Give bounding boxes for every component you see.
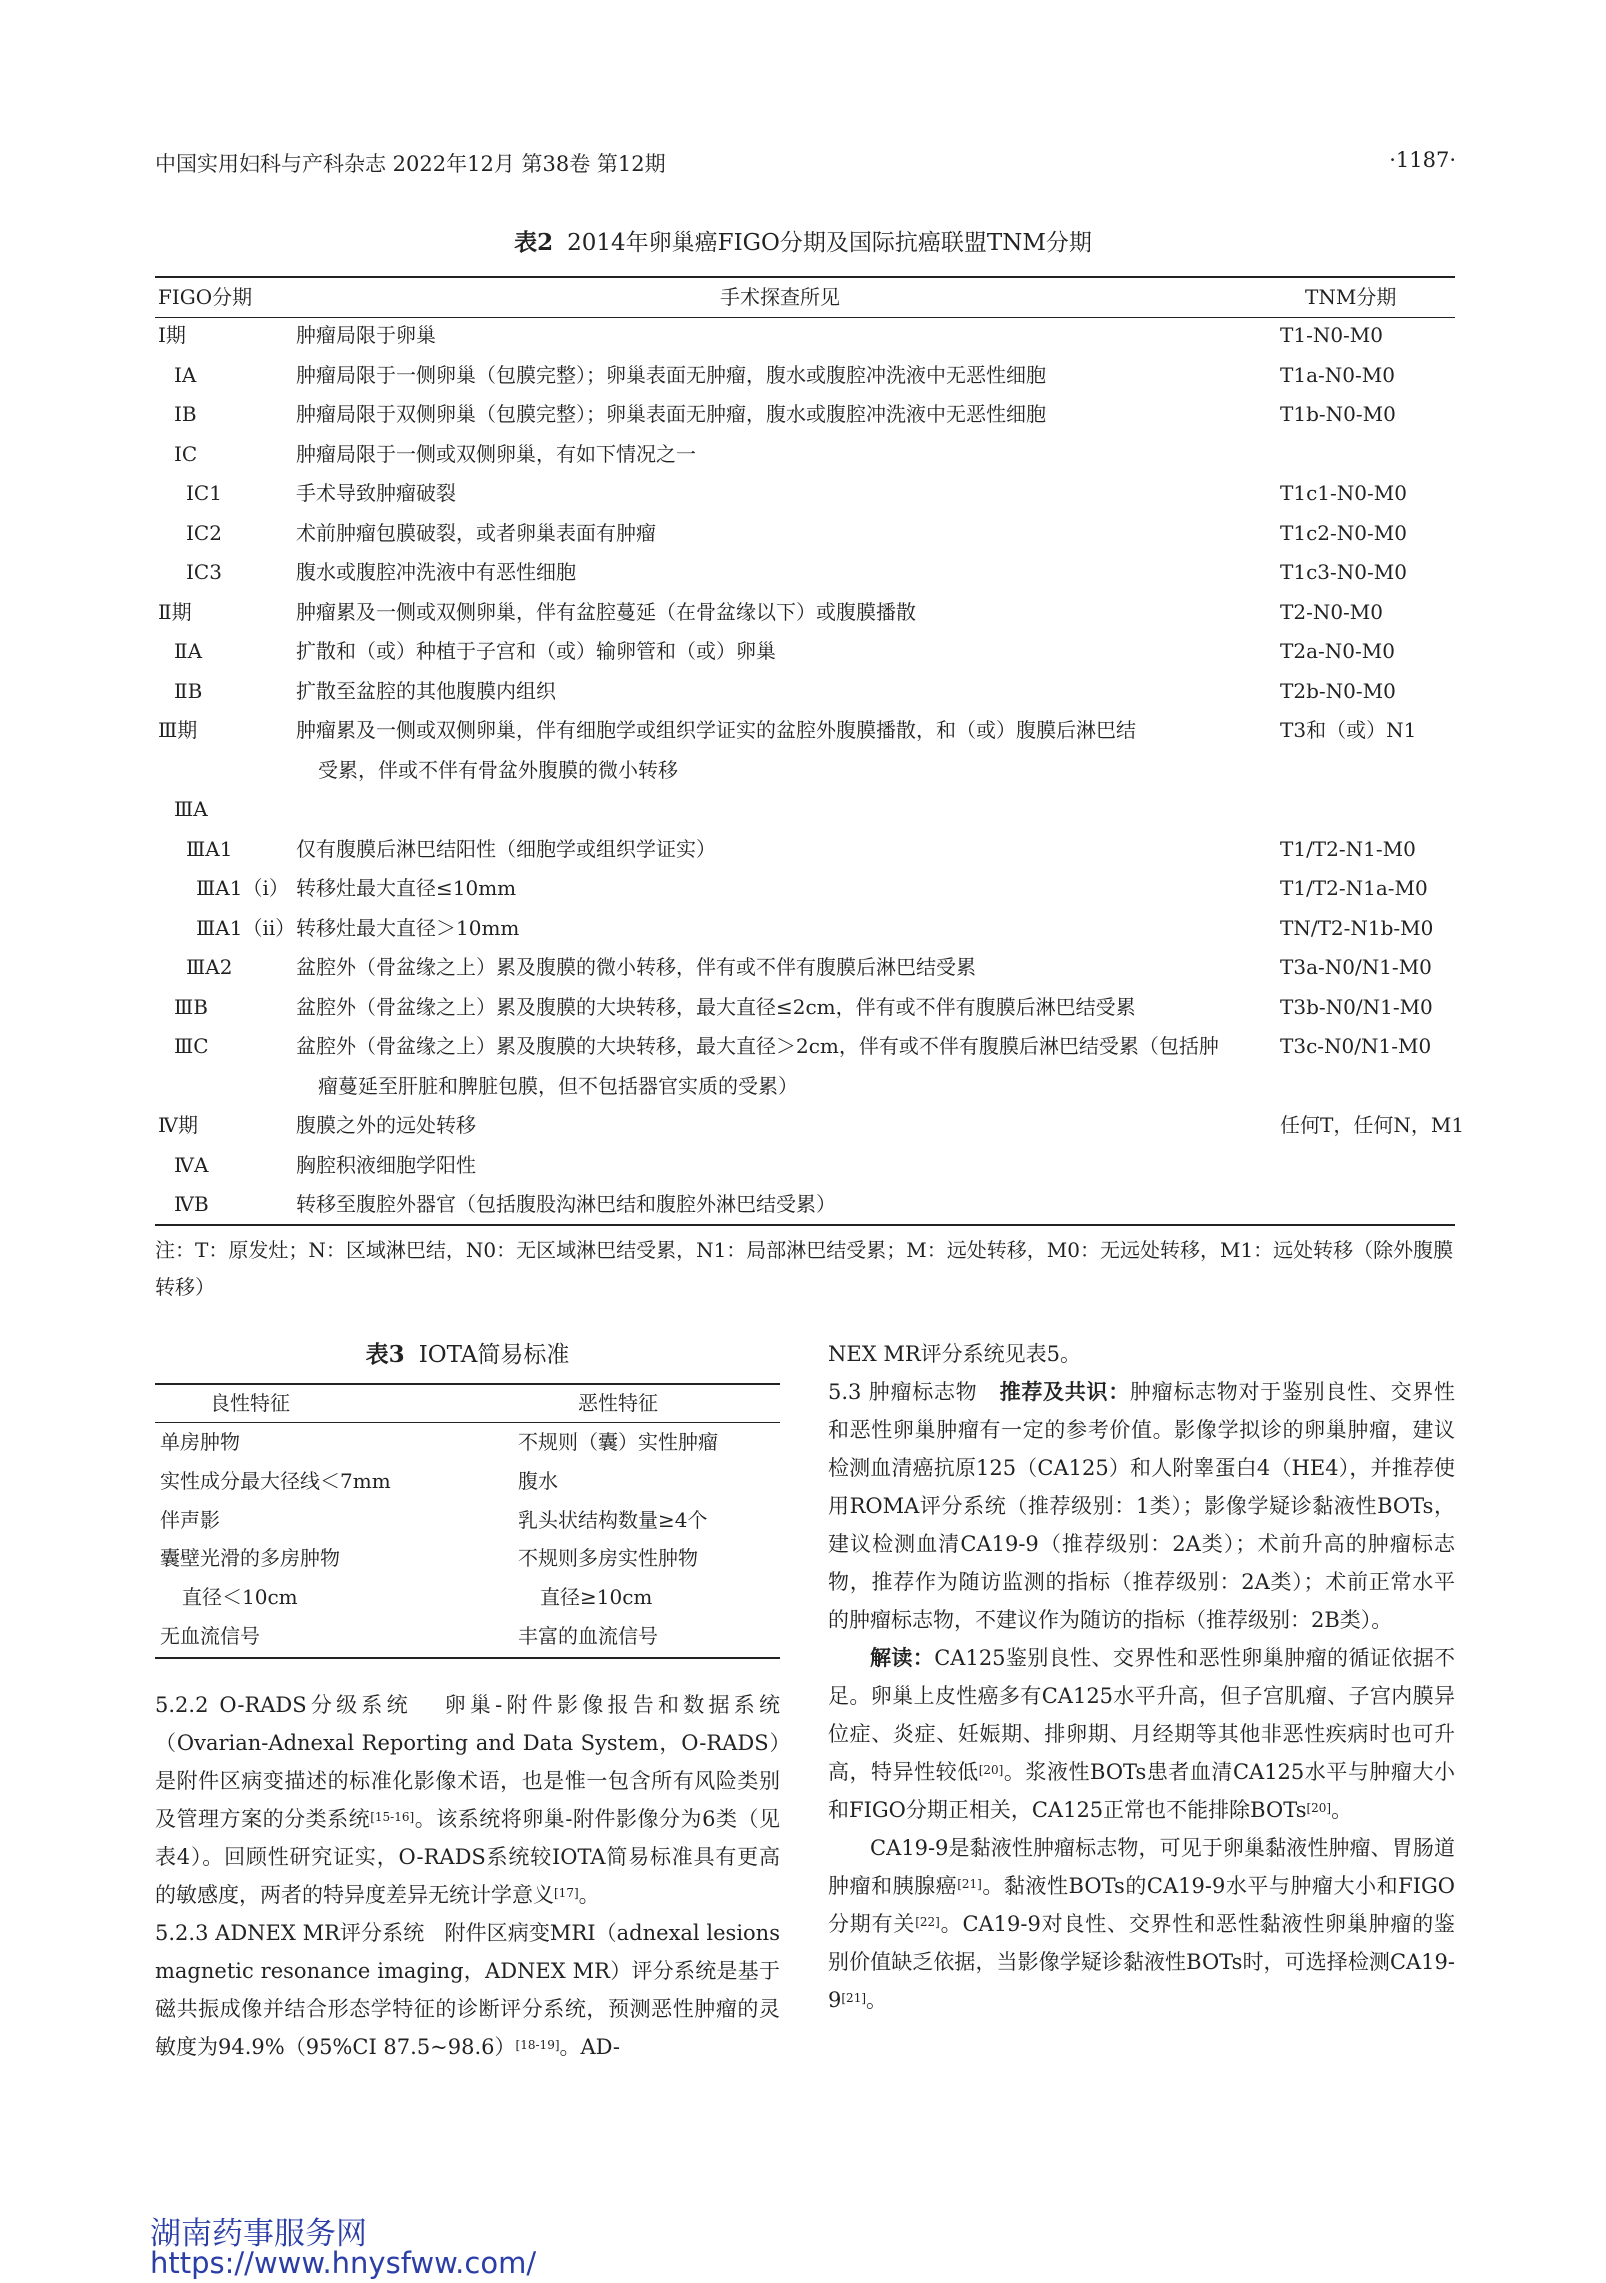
table2-stage: ⅠC [174,441,198,466]
table2-finding-continued: 受累，伴或不伴有骨盆外腹膜的微小转移 [318,757,678,782]
table3-benign: 实性成分最大径线＜7mm [160,1468,391,1493]
interpretation-text-2: 。浆液性BOTs患者血清CA125水平与肿瘤大小和FIGO分期正相关，CA125正常也不能排除BOTs [828,1760,1455,1822]
table3-benign: 单房肿物 [160,1430,240,1454]
table3-top-rule [155,1383,780,1385]
table2-finding: 肿瘤局限于一侧卵巢（包膜完整）；卵巢表面无肿瘤，腹水或腹腔冲洗液中无恶性细胞 [296,362,1046,387]
table2-tnm: T3b-N0/N1-M0 [1280,994,1433,1019]
table2-tnm: T1c1-N0-M0 [1280,481,1407,505]
table2-stage: ⅢC [174,1034,209,1058]
table2-finding: 手术导致肿瘤破裂 [296,481,456,505]
table2-tnm: T3c-N0/N1-M0 [1280,1034,1432,1058]
ca199-paragraph [828,1829,1455,2019]
citation: [17] [554,1886,579,1900]
section-5-2-2 [155,1686,780,1914]
table2-tnm: T3和（或）N1 [1280,718,1417,742]
journal-header: 中国实用妇科与产科杂志 2022年12月 第38卷 第12期 [155,152,666,176]
section-5-2-2-text-2: 。该系统将卵巢-附件影像分为6类（见表4）。回顾性研究证实，O-RADS系统较IOTA简易标准具有更高的敏感度，两者的特异度差异无统计学意义 [155,1807,780,1907]
table2-finding: 肿瘤局限于双侧卵巢（包膜完整）；卵巢表面无肿瘤，腹水或腹腔冲洗液中无恶性细胞 [296,402,1046,426]
table2-finding: 扩散和（或）种植于子宫和（或）输卵管和（或）卵巢 [296,639,776,663]
table2-finding: 转移灶最大直径≤10mm [296,876,517,900]
punctuation: 。 [866,1988,888,2012]
ca199-text-3: 。CA19-9对良性、交界性和恶性黏液性卵巢肿瘤的鉴别价值缺乏依据，当影像学疑诊黏液性BOTs时，可选择检测CA19-9 [828,1912,1456,2012]
table3-benign: 囊壁光滑的多房肿物 [160,1546,340,1571]
table2-stage: Ⅲ期 [158,718,198,742]
table2-finding: 腹水或腹腔冲洗液中有恶性细胞 [296,560,576,584]
table2-tnm: T2-N0-M0 [1280,599,1384,624]
table3-bottom-rule [155,1657,780,1659]
table3-malignant: 不规则多房实性肿物 [518,1546,698,1571]
table2-caption [0,224,1606,257]
watermark-url[interactable]: https://www.hnysfww.com/ [150,2246,537,2280]
citation: [21] [841,1991,867,2005]
table2-finding: 盆腔外（骨盆缘之上）累及腹膜的大块转移，最大直径＞2cm，伴有或不伴有腹膜后淋巴结受累（包括肿 [296,1034,1219,1058]
table2-tnm: T1/T2-N1-M0 [1280,836,1416,861]
page-number: ·1187· [1389,148,1456,172]
section-5-3-text: 肿瘤标志物对于鉴别良性、交界性和恶性卵巢肿瘤有一定的参考价值。影像学拟诊的卵巢肿瘤，建议检测血清癌抗原125（CA125）和人附睾蛋白4（HE4），并推荐使用ROMA评分系统（推荐级别：1类）；影像学疑诊黏液性BOTs，建议检测血清CA19-9（推荐级别：2A类）；术前升高的肿瘤标志物，推荐作为随访监测的指标（推荐级别：2A类）；术前正常水平的肿瘤标志物，不建议作为随访的指标（推荐级别：2B类）。 [828,1380,1456,1632]
section-5-2-3-tail: 。AD- [559,2035,621,2059]
section-5-2-3-heading: 5.2.3 ADNEX MR评分系统 [155,1921,425,1945]
table2-stage: ⅢA [174,797,208,821]
table2-tnm: T2b-N0-M0 [1280,678,1396,703]
ca199-text-2: 。黏液性BOTs的CA19-9水平与肿瘤大小和FIGO分期有关 [828,1874,1456,1936]
watermark-name: 湖南药事服务网 [150,2216,367,2252]
table2-tnm: TN/T2-N1b-M0 [1280,915,1434,940]
table3-malignant: 丰富的血流信号 [518,1624,658,1648]
table2-finding: 盆腔外（骨盆缘之上）累及腹膜的微小转移，伴有或不伴有腹膜后淋巴结受累 [296,955,976,979]
interpretation-text: CA125鉴别良性、交界性和恶性卵巢肿瘤的循证依据不足。卵巢上皮性癌多有CA125水平升高，但子宫肌瘤、子宫内膜异位症、炎症、妊娠期、排卵期、月经期等其他非恶性疾病时也可升高，特异性较低 [828,1646,1455,1784]
punctuation: 。 [578,1883,600,1907]
interpretation-paragraph [828,1639,1455,1829]
table2-finding: 肿瘤局限于卵巢 [296,323,436,347]
section-5-2-2-heading: 5.2.2 O-RADS分级系统 [155,1693,412,1717]
section-5-2-2-text: 卵巢-附件影像报告和数据系统（Ovarian-Adnexal Reporting and Data System，O-RADS）是附件区病变描述的标准化影像术语，也是惟一包含所有风险类别及管理方案的分类系统 [155,1693,780,1831]
citation: [20] [978,1763,1004,1777]
table2-stage: ⅠA [174,362,197,387]
table2-top-rule [155,276,1455,278]
table3-caption [155,1336,780,1369]
table2-stage: ⅢB [174,994,208,1019]
table3-malignant: 直径≥10cm [540,1585,653,1610]
section-5-3 [828,1373,1455,1639]
left-column [155,1686,780,2066]
table2-tnm: T1b-N0-M0 [1280,402,1396,426]
citation: [18-19] [515,2038,560,2052]
table2-stage: ⅣB [174,1192,209,1216]
table2-tnm: T1-N0-M0 [1280,323,1384,347]
table2-stage: ⅡA [174,639,203,663]
table2-stage: Ⅰ期 [158,323,186,347]
table2-stage: ⅠC3 [186,560,222,584]
table2-bottom-rule [155,1224,1455,1226]
table2-tnm: T2a-N0-M0 [1280,639,1395,663]
citation: [20] [1306,1801,1332,1815]
table2-tnm: T3a-N0/N1-M0 [1280,955,1432,979]
table2-stage: ⅡB [174,678,203,703]
table2-header-rule [155,317,1455,318]
table2-stage: ⅢA1 [186,836,233,861]
table3-benign: 无血流信号 [160,1624,260,1648]
citation: [22] [915,1915,940,1929]
table2-number: 表2 [514,229,554,256]
table2-tnm: T1c2-N0-M0 [1280,520,1407,545]
table2-stage: Ⅳ期 [158,1113,198,1137]
interpretation-label: 解读： [870,1645,935,1670]
table2-finding: 仅有腹膜后淋巴结阳性（细胞学或组织学证实） [296,836,716,861]
table2-stage: ⅣA [174,1152,209,1177]
table2-finding: 胸腔积液细胞学阳性 [296,1152,476,1177]
table2-finding-continued: 瘤蔓延至肝脏和脾脏包膜，但不包括器官实质的受累） [318,1073,798,1098]
table2-tnm: 任何T，任何N，M1 [1280,1113,1465,1137]
table2-header-finding: 手术探查所见 [720,285,840,309]
right-column [828,1335,1455,2019]
table2-finding: 转移至腹腔外器官（包括腹股沟淋巴结和腹腔外淋巴结受累） [296,1192,836,1216]
table2-stage: ⅠC1 [186,481,222,505]
table2-stage: ⅢA1（ii） [196,915,296,940]
table2-finding: 术前肿瘤包膜破裂，或者卵巢表面有肿瘤 [296,520,656,545]
table3-header-benign: 良性特征 [210,1391,290,1415]
table3-benign: 伴声影 [160,1507,220,1532]
table2-note: 注：T：原发灶；N：区域淋巴结，N0：无区域淋巴结受累，N1：局部淋巴结受累；M：远处转移，M0：无远处转移，M1：远处转移（除外腹膜转移） [155,1238,1454,1299]
section-5-3-heading: 5.3 肿瘤标志物 [828,1380,978,1404]
table2-finding: 肿瘤累及一侧或双侧卵巢，伴有盆腔蔓延（在骨盆缘以下）或腹膜播散 [296,599,916,624]
table3-title: IOTA简易标准 [418,1342,570,1368]
table3-malignant: 腹水 [518,1468,558,1493]
table2-tnm: T1/T2-N1a-M0 [1280,876,1428,900]
table2-stage: ⅢA2 [186,955,233,979]
table2-stage: ⅢA1（i） [196,876,289,900]
table3-header-rule [155,1422,780,1423]
table2-finding: 盆腔外（骨盆缘之上）累及腹膜的大块转移，最大直径≤2cm，伴有或不伴有腹膜后淋巴结受累 [296,994,1136,1019]
table2-finding: 腹膜之外的远处转移 [296,1113,476,1137]
table2-tnm: T1c3-N0-M0 [1280,560,1407,584]
table2-header-figo: FIGO分期 [158,285,253,309]
table3-header-malignant: 恶性特征 [578,1391,658,1415]
table3-benign: 直径＜10cm [182,1585,298,1610]
citation: [15-16] [370,1810,415,1824]
ca199-text: CA19-9是黏液性肿瘤标志物，可见于卵巢黏液性肿瘤、胃肠道肿瘤和胰腺癌 [828,1836,1455,1898]
section-5-2-3 [155,1914,780,2066]
citation: [21] [957,1877,982,1891]
table2-stage: ⅠC2 [186,520,222,545]
section-5-2-3-text: 附件区病变MRI（adnexal lesions magnetic resonance imaging，ADNEX MR）评分系统是基于磁共振成像并结合形态学特征的诊断评分系统，预测恶性肿瘤的灵敏度为94.9%（95%CI 87.5~98.6） [155,1921,780,2059]
table3-malignant: 乳头状结构数量≥4个 [518,1507,708,1532]
table2-finding: 扩散至盆腔的其他腹膜内组织 [296,678,556,703]
table2-finding: 肿瘤局限于一侧或双侧卵巢，有如下情况之一 [296,441,696,466]
table2-stage: Ⅱ期 [158,599,192,624]
table2-header-tnm: TNM分期 [1305,285,1397,309]
table2-finding: 肿瘤累及一侧或双侧卵巢，伴有细胞学或组织学证实的盆腔外腹膜播散，和（或）腹膜后淋巴结 [296,718,1136,742]
recommendation-label: 推荐及共识： [999,1379,1130,1404]
continued-text: NEX MR评分系统见表5。 [828,1342,1082,1366]
table3-number: 表3 [365,1341,405,1368]
table2-tnm: T1a-N0-M0 [1280,362,1395,387]
punctuation: 。 [1331,1798,1353,1822]
table2-finding: 转移灶最大直径＞10mm [296,915,520,940]
table2-title: 2014年卵巢癌FIGO分期及国际抗癌联盟TNM分期 [567,230,1092,256]
table2-stage: ⅠB [174,402,197,426]
table3-malignant: 不规则（囊）实性肿瘤 [518,1430,718,1454]
